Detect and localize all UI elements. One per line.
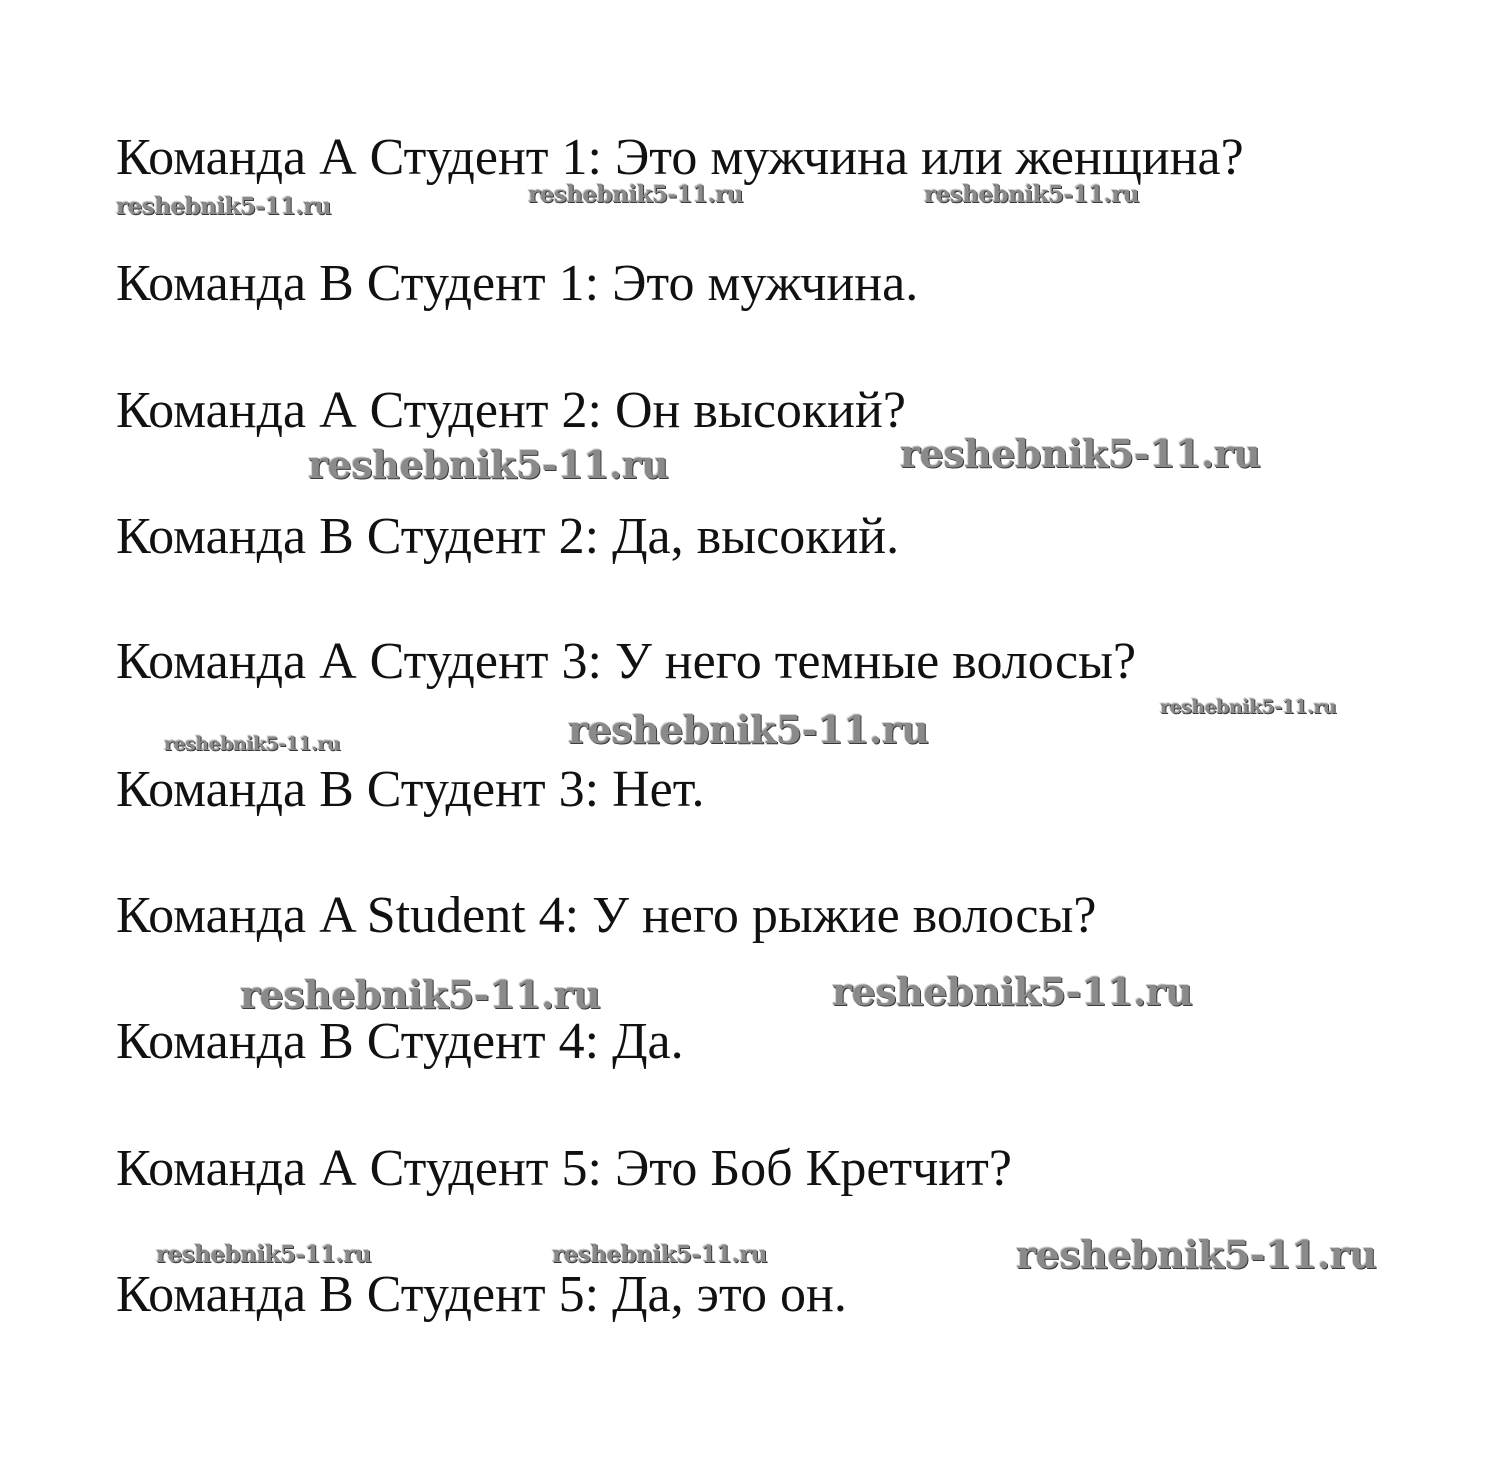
watermark: reshebnik5-11.ru: [924, 181, 1139, 208]
watermark: reshebnik5-11.ru: [568, 707, 929, 752]
watermark: reshebnik5-11.ru: [832, 969, 1193, 1014]
watermark: reshebnik5-11.ru: [1160, 696, 1337, 718]
dialogue-line-2: Команда В Студент 1: Это мужчина.: [116, 255, 919, 312]
dialogue-line-3: Команда А Студент 2: Он высокий?: [116, 382, 906, 439]
dialogue-line-7: Команда A Student 4: У него рыжие волосы?: [116, 887, 1097, 944]
dialogue-line-1: Команда А Студент 1: Это мужчина или женщина?: [116, 129, 1244, 186]
watermark: reshebnik5-11.ru: [164, 733, 341, 755]
watermark: reshebnik5-11.ru: [308, 442, 669, 487]
dialogue-line-6: Команда В Студент 3: Нет.: [116, 761, 705, 818]
watermark: reshebnik5-11.ru: [156, 1241, 371, 1268]
dialogue-line-4: Команда В Студент 2: Да, высокий.: [116, 508, 900, 565]
dialogue-line-9: Команда А Студент 5: Это Боб Кретчит?: [116, 1140, 1012, 1197]
watermark: reshebnik5-11.ru: [528, 181, 743, 208]
watermark: reshebnik5-11.ru: [900, 431, 1261, 476]
dialogue-line-5: Команда А Студент 3: У него темные волосы?: [116, 633, 1137, 690]
dialogue-line-8: Команда В Студент 4: Да.: [116, 1013, 684, 1070]
watermark: reshebnik5-11.ru: [1016, 1232, 1377, 1277]
watermark: reshebnik5-11.ru: [240, 972, 601, 1017]
watermark: reshebnik5-11.ru: [552, 1241, 767, 1268]
watermark: reshebnik5-11.ru: [116, 193, 331, 220]
dialogue-line-10: Команда В Студент 5: Да, это он.: [116, 1266, 847, 1323]
